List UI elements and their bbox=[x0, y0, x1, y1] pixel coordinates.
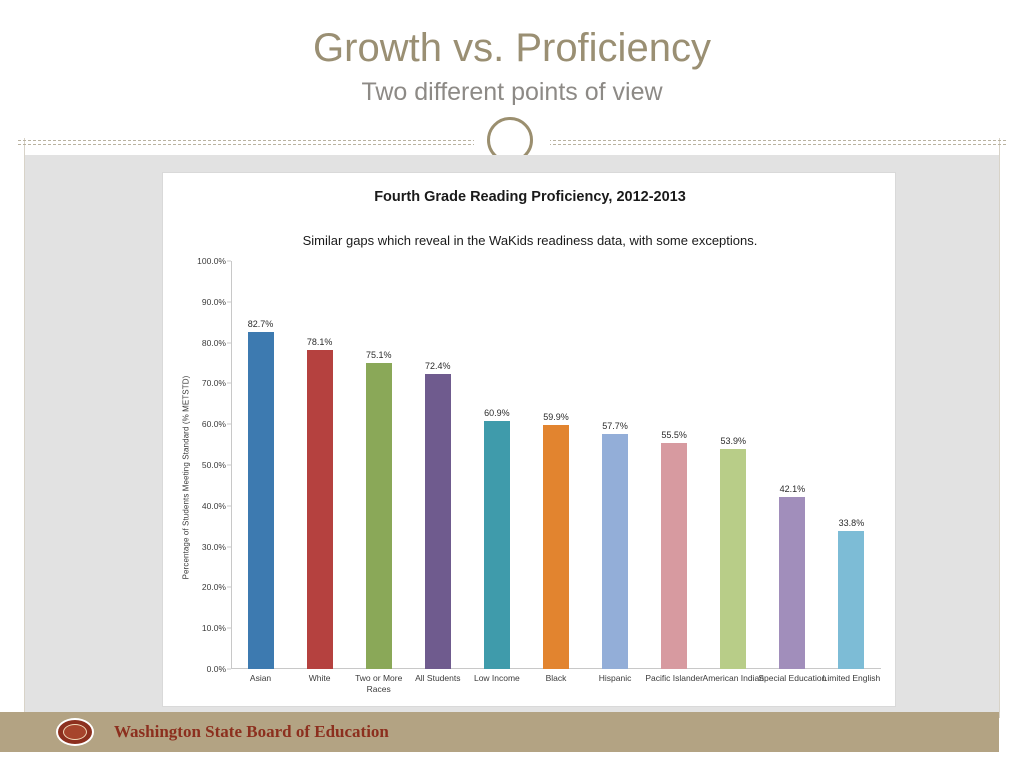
chart-card bbox=[162, 172, 896, 707]
y-axis-tick-label: 100.0% bbox=[197, 256, 226, 266]
bar-group bbox=[467, 261, 526, 683]
footer-bottom-strip bbox=[0, 752, 1024, 768]
y-axis-tick-label: 70.0% bbox=[201, 378, 226, 389]
bar bbox=[602, 434, 628, 669]
bar bbox=[838, 531, 864, 669]
bar-group bbox=[822, 261, 881, 683]
chart-subtitle: Similar gaps which reveal in the WaKids readiness data, with some exceptions. bbox=[302, 233, 758, 248]
bar-group bbox=[526, 261, 585, 683]
bar-value-label: 78.1% bbox=[306, 337, 333, 348]
bar-group bbox=[586, 261, 645, 683]
bar-value-label: 75.1% bbox=[365, 349, 392, 360]
bar-value-label: 57.7% bbox=[602, 420, 628, 431]
y-axis-tick-label: 90.0% bbox=[201, 296, 226, 307]
bar-value-label: 55.5% bbox=[661, 429, 687, 440]
y-axis-tick-label: 10.0% bbox=[201, 623, 226, 634]
chart-plot-area bbox=[197, 256, 881, 694]
y-axis-label: Percentage of Students Meeting Standard (% METSTD) bbox=[181, 375, 191, 580]
bar-group bbox=[408, 261, 467, 683]
bar bbox=[543, 425, 569, 669]
x-axis-category-label: Hispanic bbox=[598, 673, 632, 683]
x-axis-category-label: All Students bbox=[415, 673, 461, 683]
chart-title: Fourth Grade Reading Proficiency, 2012-2013 bbox=[374, 189, 686, 205]
bar-value-label: 53.9% bbox=[720, 436, 747, 447]
bar-group bbox=[758, 261, 827, 683]
y-axis-tick-label: 80.0% bbox=[201, 337, 226, 348]
bar-value-label: 33.8% bbox=[838, 518, 865, 529]
y-axis-tick-label: 0.0% bbox=[206, 664, 226, 674]
x-axis-category-label: Pacific Islander bbox=[645, 673, 703, 683]
bar-value-label: 59.9% bbox=[543, 411, 569, 422]
footer-strip-left bbox=[0, 712, 25, 752]
organization-seal-icon bbox=[56, 718, 94, 746]
page-subtitle: Two different points of view bbox=[361, 78, 663, 106]
y-axis-tick-label: 40.0% bbox=[201, 500, 226, 511]
bar-value-label: 82.7% bbox=[247, 318, 274, 329]
bar bbox=[720, 449, 746, 669]
bar-value-label: 42.1% bbox=[779, 484, 806, 495]
bar-series bbox=[231, 261, 881, 694]
x-axis-category-label: Low Income bbox=[473, 673, 520, 683]
bar bbox=[366, 363, 392, 669]
x-axis-category-label: Asian bbox=[249, 673, 272, 683]
left-margin-strip bbox=[0, 18, 24, 718]
bar bbox=[425, 374, 451, 669]
bar bbox=[248, 332, 274, 669]
x-axis-category-label: Special Education bbox=[758, 673, 827, 683]
bar-group bbox=[290, 261, 349, 683]
bar-group bbox=[702, 261, 764, 683]
x-axis-category-label: Limited English bbox=[822, 673, 881, 683]
y-axis-tick-label: 50.0% bbox=[201, 460, 226, 470]
bar-value-label: 60.9% bbox=[484, 407, 510, 418]
bar bbox=[661, 443, 687, 669]
x-axis-category-label: Two or More Races bbox=[355, 673, 403, 694]
bar-group bbox=[645, 261, 704, 683]
x-axis-category-label: American Indian bbox=[702, 673, 764, 683]
x-axis-category-label: White bbox=[308, 673, 331, 683]
x-axis-category-label: Black bbox=[545, 673, 567, 683]
bar bbox=[484, 421, 510, 669]
bar-group bbox=[231, 261, 290, 683]
bar bbox=[307, 350, 333, 669]
bar bbox=[779, 497, 805, 669]
y-axis-tick-label: 20.0% bbox=[201, 582, 226, 593]
bar-value-label: 72.4% bbox=[425, 360, 451, 371]
footer-organization-label: Washington State Board of Education bbox=[114, 722, 389, 741]
bar-group bbox=[349, 261, 408, 694]
y-axis-tick-label: 60.0% bbox=[201, 419, 226, 430]
page-title: Growth vs. Proficiency bbox=[313, 26, 711, 70]
y-axis-tick-label: 30.0% bbox=[201, 541, 226, 552]
